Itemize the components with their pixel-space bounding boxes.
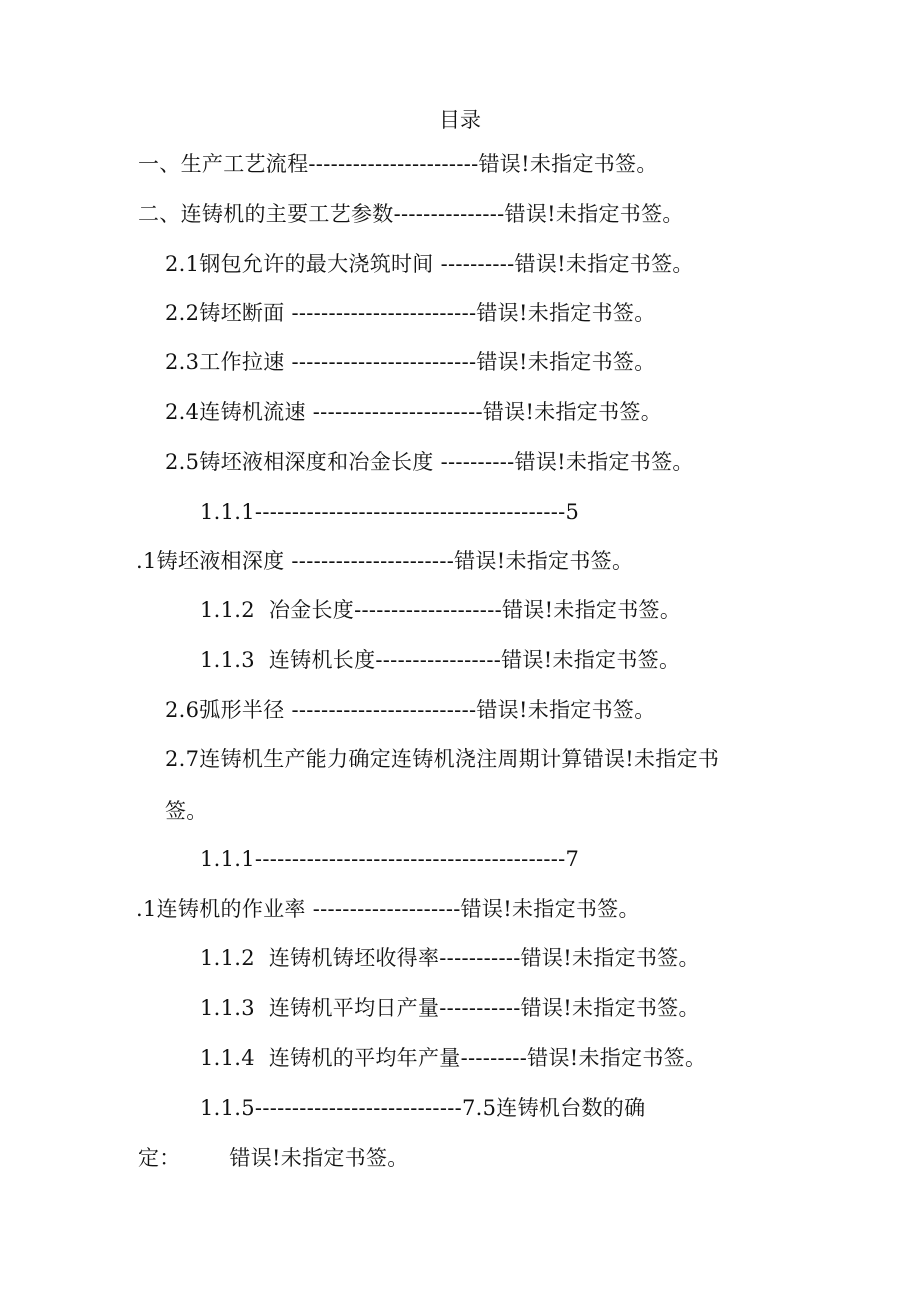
toc-entry-continuation: 定： 错误!未指定书签。 <box>138 1146 409 1170</box>
toc-entry[interactable]: .1铸坯液相深度 ----------------------错误!未指定书签。 <box>136 549 634 573</box>
toc-entry[interactable]: 1.1.3 连铸机长度-----------------错误!未指定书签。 <box>200 648 681 672</box>
toc-entry[interactable]: 2.4连铸机流速 -----------------------错误!未指定书签。 <box>165 400 663 424</box>
toc-entry[interactable]: 1.1.1------------------------------------------7 <box>200 847 580 871</box>
toc-entry[interactable]: 2.2铸坯断面 -------------------------错误!未指定书签。 <box>165 301 656 325</box>
toc-entry[interactable]: .1连铸机的作业率 --------------------错误!未指定书签。 <box>136 897 640 921</box>
toc-entry[interactable]: 1.1.2 连铸机铸坯收得率-----------错误!未指定书签。 <box>200 946 700 970</box>
toc-entry[interactable]: 1.1.4 连铸机的平均年产量---------错误!未指定书签。 <box>200 1046 707 1070</box>
toc-entry[interactable]: 1.1.2 冶金长度--------------------错误!未指定书签。 <box>200 598 682 622</box>
toc-entry[interactable]: 二、连铸机的主要工艺参数---------------错误!未指定书签。 <box>138 202 684 226</box>
toc-entry[interactable]: 2.1钢包允许的最大浇筑时间 ----------错误!未指定书签。 <box>165 252 694 276</box>
toc-entry[interactable]: 1.1.3 连铸机平均日产量-----------错误!未指定书签。 <box>200 996 700 1020</box>
toc-entry[interactable]: 1.1.1------------------------------------------5 <box>200 500 580 524</box>
toc-entry[interactable]: 2.5铸坯液相深度和冶金长度 ----------错误!未指定书签。 <box>165 450 694 474</box>
toc-title: 目录 <box>439 108 481 132</box>
toc-entry[interactable]: 一、生产工艺流程-----------------------错误!未指定书签。 <box>138 152 658 176</box>
toc-entry-continuation: 签。 <box>165 799 208 823</box>
toc-entry[interactable]: 2.3工作拉速 -------------------------错误!未指定书签。 <box>165 350 656 374</box>
toc-entry[interactable]: 1.1.5----------------------------7.5连铸机台数的确 <box>200 1096 646 1120</box>
toc-entry[interactable]: 2.7连铸机生产能力确定连铸机浇注周期计算错误!未指定书 <box>165 747 720 771</box>
toc-entry[interactable]: 2.6弧形半径 -------------------------错误!未指定书签。 <box>165 698 656 722</box>
